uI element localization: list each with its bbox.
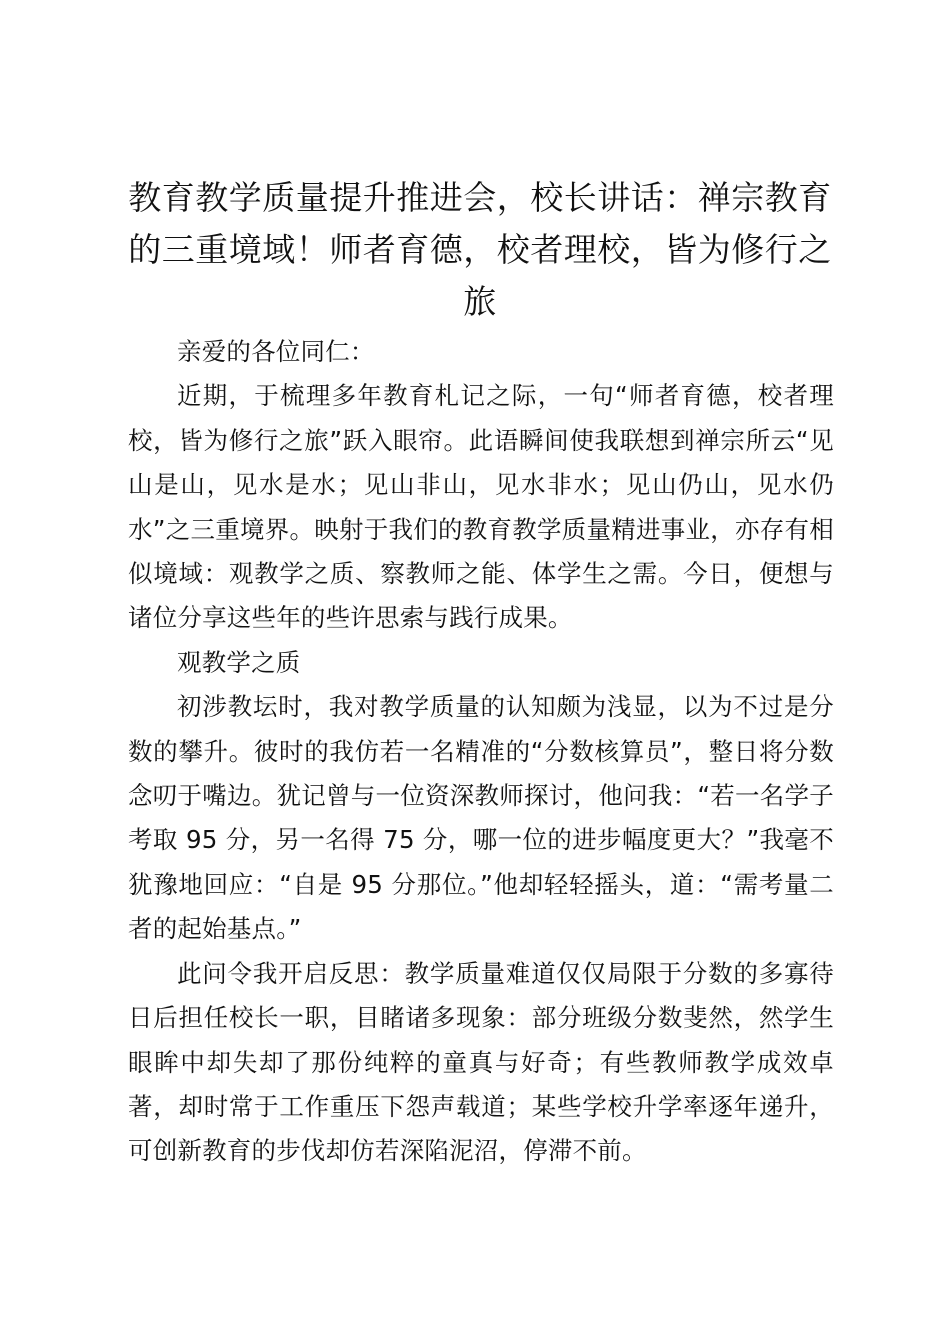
intro-paragraph: 近期，于梳理多年教育札记之际，一句“师者育德，校者理校，皆为修行之旅”跃入眼帘。此语瞬间使我联想到禅宗所云“见山是山，见水是水；见山非山，见水非水；见山仍山，见水仍水”之三重境界。映射于我们的教育教学质量精进事业，亦存有相似境域：观教学之质、察教师之能、体学生之需。今日，便想与诸位分享这些年的些许思索与践行成果。 (128, 381, 834, 633)
salutation-paragraph: 亲爱的各位同仁： (177, 337, 375, 366)
document-body (128, 330, 834, 1174)
document-title: 教育教学质量提升推进会，校长讲话：禅宗教育的三重境域！师者育德，校者理校，皆为修行之旅 (128, 178, 832, 321)
body-paragraph: 初涉教坛时，我对教学质量的认知颇为浅显，以为不过是分数的攀升。彼时的我仿若一名精准的“分数核算员”，整日将分数念叨于嘴边。犹记曾与一位资深教师探讨，他问我：“若一名学子考取 95 分，另一名得 75 分，哪一位的进步幅度更大？”我毫不犹豫地回应：“自是 95 分那位。”他却轻轻摇头，道：“需考量二者的起始基点。” (128, 692, 834, 944)
body-paragraph: 此问令我开启反思：教学质量难道仅仅局限于分数的多寡待日后担任校长一职，目睹诸多现象：部分班级分数斐然，然学生眼眸中却失却了那份纯粹的童真与好奇；有些教师教学成效卓著，却时常于工作重压下怨声载道；某些学校升学率逐年递升，可创新教育的步伐却仿若深陷泥沼，停滞不前。 (128, 958, 834, 1166)
section-heading: 观教学之质 (177, 647, 301, 677)
